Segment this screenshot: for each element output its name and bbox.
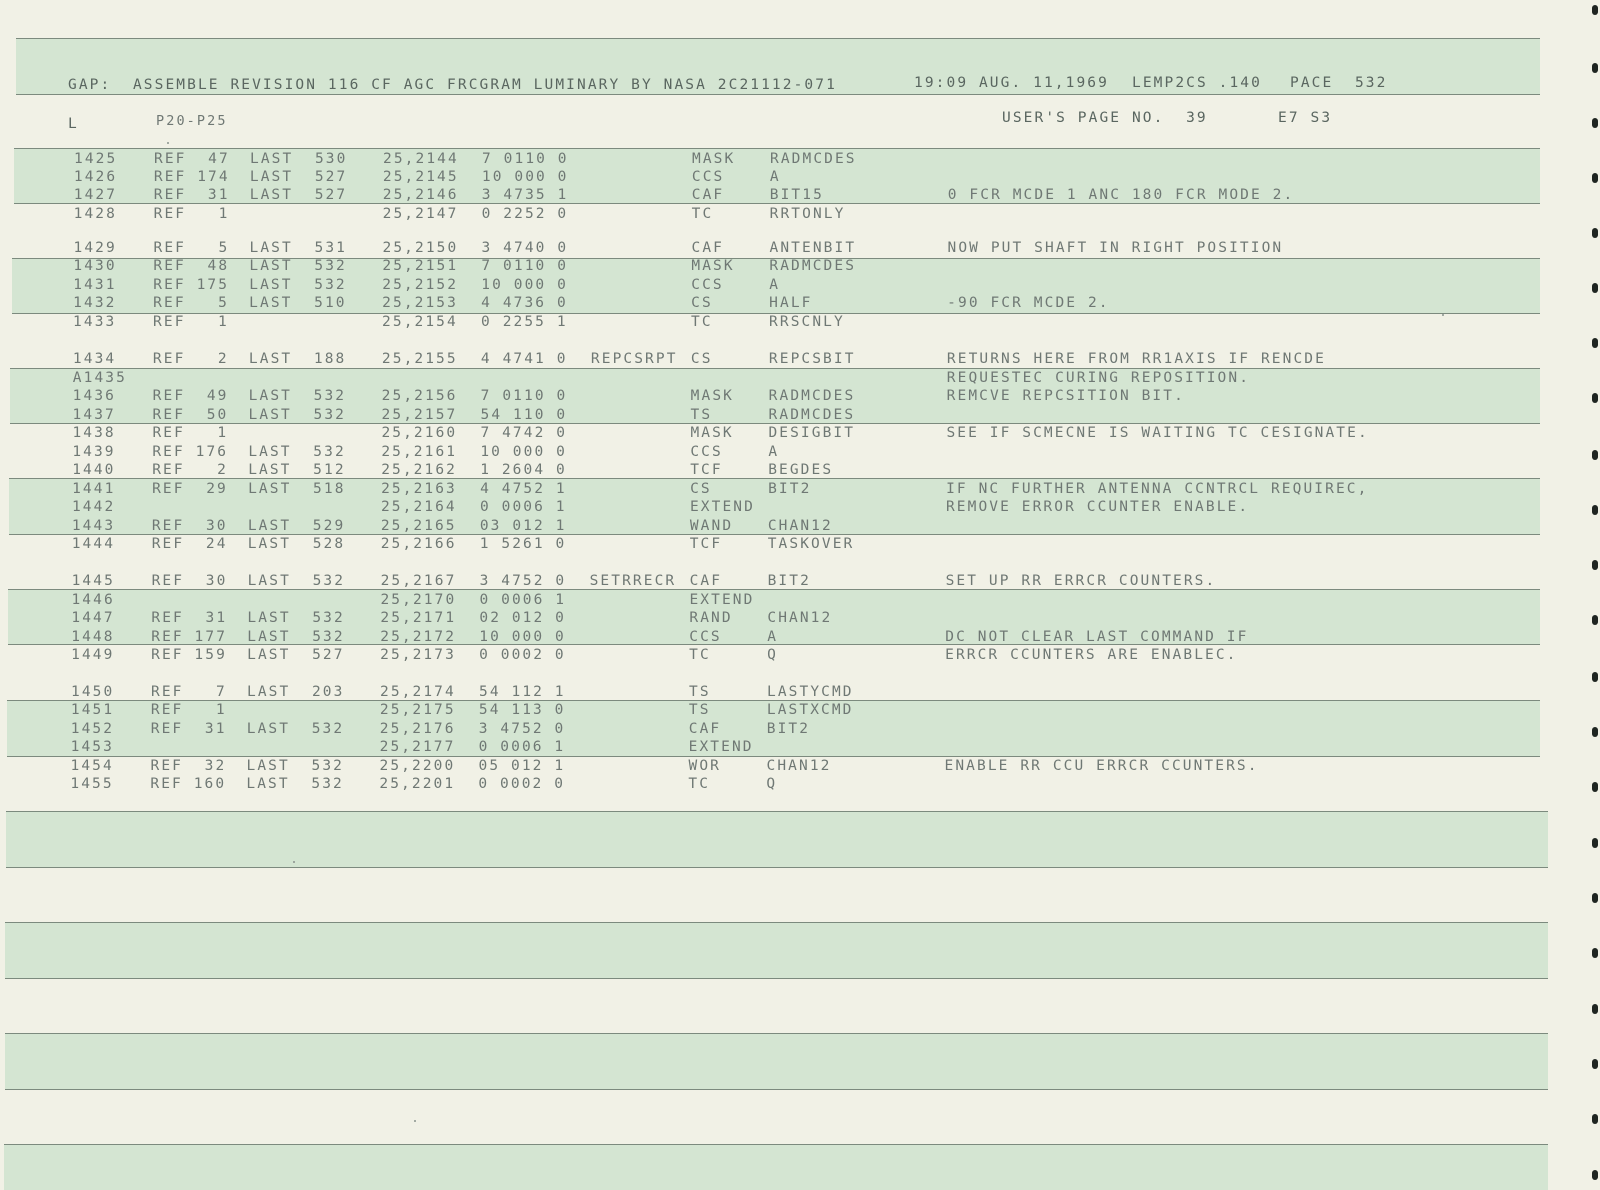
- address-field: 25,2153: [382, 295, 458, 311]
- opcode-field: CCS: [690, 444, 723, 460]
- ref-field: REF 1: [153, 206, 230, 222]
- address-field: 25,2170: [380, 592, 457, 608]
- line-number: 1428: [73, 206, 117, 222]
- operand-field: DESIGBIT: [768, 425, 856, 441]
- operand-field: BIT2: [766, 721, 811, 737]
- band-rule: [14, 148, 1540, 149]
- address-field: 25,2155: [381, 351, 458, 367]
- opcode-field: TS: [688, 702, 711, 718]
- operand-field: HALF: [769, 295, 813, 311]
- address-field: 25,2162: [381, 462, 457, 478]
- line-number: 1426: [73, 169, 118, 185]
- opcode-field: CAF: [691, 240, 725, 256]
- last-field: LAST 527: [249, 187, 348, 203]
- opcode-field: EXTEND: [689, 499, 755, 515]
- last-field: LAST 530: [250, 151, 348, 167]
- line-number: 1430: [73, 258, 117, 274]
- feed-hole: [1592, 118, 1598, 128]
- ref-field: REF 30: [151, 573, 228, 589]
- opcode-field: TCF: [690, 462, 723, 478]
- band-rule: [16, 38, 1540, 39]
- ref-field: REF 32: [150, 758, 227, 774]
- octal-field: 4 4736 0: [481, 295, 568, 311]
- operand-field: RADMCDES: [768, 407, 856, 423]
- opcode-field: TC: [688, 776, 711, 792]
- opcode-field: EXTEND: [689, 592, 755, 608]
- line-number: 1437: [72, 407, 116, 423]
- operand-field: LASTYCMD: [767, 684, 854, 700]
- address-field: 25,2150: [382, 240, 459, 256]
- ref-field: REF 30: [151, 518, 228, 534]
- last-field: LAST 532: [249, 258, 347, 274]
- address-field: 25,2172: [380, 629, 457, 645]
- opcode-field: CCS: [691, 169, 725, 185]
- feed-hole: [1592, 1170, 1598, 1180]
- feed-hole: [1592, 173, 1598, 183]
- feed-hole: [1592, 615, 1598, 625]
- address-field: 25,2146: [382, 187, 459, 203]
- address-field: 25,2173: [380, 647, 456, 663]
- green-band: [4, 1144, 1548, 1190]
- address-field: 25,2174: [380, 684, 456, 700]
- comment-field: 0 FCR MCDE 1 ANC 180 FCR MODE 2.: [947, 187, 1295, 203]
- octal-field: 0 0006 1: [478, 739, 566, 755]
- ref-field: REF 48: [153, 258, 230, 274]
- address-field: 25,2145: [382, 169, 459, 185]
- last-field: LAST 528: [247, 536, 346, 552]
- octal-field: 0 2255 1: [481, 314, 568, 330]
- opcode-field: TC: [691, 314, 713, 330]
- address-field: 25,2164: [380, 499, 457, 515]
- last-field: LAST 531: [249, 240, 347, 256]
- ref-field: REF 174: [153, 169, 230, 185]
- green-band: [6, 811, 1548, 867]
- header-job: LEMP2CS .140: [1132, 75, 1262, 91]
- opcode-field: CAF: [691, 187, 725, 203]
- ref-field: REF 175: [153, 277, 230, 293]
- feed-hole: [1592, 5, 1598, 15]
- line-number: 1449: [71, 647, 115, 663]
- feed-hole: [1592, 228, 1598, 238]
- octal-field: 03 012 1: [479, 518, 567, 534]
- band-rule: [10, 368, 1540, 369]
- octal-field: 0 0002 0: [478, 776, 566, 792]
- line-number: 1440: [72, 462, 116, 478]
- operand-field: RRSCNLY: [769, 314, 845, 330]
- comment-field: REMOVE ERROR CCUNTER ENABLE.: [945, 499, 1250, 515]
- line-number: 1446: [71, 592, 115, 608]
- comment-field: DC NOT CLEAR LAST COMMAND IF: [945, 629, 1249, 645]
- line-number: 1442: [71, 499, 116, 515]
- ref-field: REF 1: [150, 702, 227, 718]
- address-field: 25,2167: [380, 573, 457, 589]
- octal-field: 54 110 0: [480, 407, 568, 423]
- feed-hole: [1592, 672, 1598, 682]
- comment-field: NOW PUT SHAFT IN RIGHT POSITION: [947, 240, 1284, 256]
- ref-field: REF 177: [151, 629, 228, 645]
- last-field: LAST 532: [248, 407, 347, 423]
- comment-field: REMCVE REPCSITION BIT.: [946, 388, 1185, 404]
- opcode-field: MASK: [690, 388, 734, 404]
- address-field: 25,2157: [381, 407, 458, 423]
- line-number: 1445: [71, 573, 115, 589]
- line-number: 1434: [72, 351, 117, 367]
- octal-field: 3 4740 0: [481, 240, 569, 256]
- opcode-field: MASK: [690, 425, 734, 441]
- comment-field: REQUESTEC CURING REPOSITION.: [946, 370, 1251, 386]
- octal-field: 4 4741 0: [480, 351, 568, 367]
- tractor-feed-holes: [1586, 0, 1598, 1190]
- address-field: 25,2175: [379, 702, 456, 718]
- ref-field: REF 47: [154, 151, 230, 167]
- octal-field: 54 112 1: [479, 684, 566, 700]
- line-number: 1452: [70, 721, 115, 737]
- opcode-field: MASK: [692, 151, 736, 167]
- band-rule: [5, 1033, 1548, 1034]
- operand-field: BIT2: [768, 481, 812, 497]
- band-rule: [4, 1144, 1548, 1145]
- last-field: LAST 527: [249, 169, 348, 185]
- operand-field: Q: [767, 647, 778, 663]
- ref-field: REF 24: [151, 536, 228, 552]
- ref-field: REF 176: [152, 444, 229, 460]
- label-field: REPCSRPT: [590, 351, 678, 367]
- feed-hole: [1592, 838, 1598, 848]
- address-field: 25,2163: [381, 481, 457, 497]
- opcode-field: WAND: [689, 518, 734, 534]
- octal-field: 10 000 0: [481, 277, 568, 293]
- band-rule: [16, 94, 1540, 95]
- paper-speck: [414, 1120, 416, 1122]
- last-field: LAST 532: [246, 776, 344, 792]
- ref-field: REF 5: [153, 295, 229, 311]
- feed-hole: [1592, 505, 1598, 515]
- address-field: 25,2161: [381, 444, 458, 460]
- operand-field: Q: [766, 776, 778, 792]
- operand-field: CHAN12: [767, 518, 833, 534]
- page-code: E7 S3: [1278, 110, 1333, 126]
- address-field: 25,2166: [380, 536, 457, 552]
- octal-field: 7 0110 0: [480, 388, 568, 404]
- ref-field: REF 49: [152, 388, 229, 404]
- ref-field: REF 7: [151, 684, 227, 700]
- address-field: 25,2171: [380, 610, 457, 626]
- opcode-field: CS: [690, 351, 713, 367]
- band-rule: [5, 978, 1548, 979]
- address-field: 25,2177: [379, 739, 456, 755]
- ref-field: REF 160: [150, 776, 227, 792]
- last-field: LAST 532: [246, 758, 344, 774]
- opcode-field: CS: [691, 295, 713, 311]
- opcode-field: EXTEND: [688, 739, 754, 755]
- green-band: [5, 922, 1548, 978]
- line-number: 1436: [72, 388, 116, 404]
- last-field: LAST 532: [248, 444, 346, 460]
- line-number: 1439: [72, 444, 116, 460]
- line-number: 1448: [71, 629, 115, 645]
- band-rule: [6, 867, 1548, 868]
- comment-field: IF NC FURTHER ANTENNA CCNTRCL REQUIREC,: [946, 481, 1369, 497]
- band-rule: [5, 922, 1548, 923]
- label-field: SETRRECR: [589, 573, 677, 589]
- address-field: 25,2201: [379, 776, 456, 792]
- ref-field: REF 50: [152, 407, 229, 423]
- ref-field: REF 31: [150, 721, 227, 737]
- octal-field: 7 4742 0: [480, 425, 568, 441]
- paper-speck: [1442, 314, 1444, 316]
- header-page: PACE 532: [1290, 75, 1388, 91]
- last-field: LAST 510: [249, 295, 347, 311]
- paper-speck: [293, 861, 295, 863]
- last-field: LAST 532: [246, 721, 345, 737]
- feed-hole: [1592, 63, 1598, 73]
- octal-field: 05 012 1: [478, 758, 566, 774]
- octal-field: 1 5261 0: [479, 536, 567, 552]
- octal-field: 7 0110 0: [481, 258, 569, 274]
- feed-hole: [1592, 1059, 1598, 1069]
- last-field: LAST 203: [247, 684, 345, 700]
- comment-field: SET UP RR ERRCR COUNTERS.: [945, 573, 1217, 589]
- last-field: LAST 529: [247, 518, 346, 534]
- operand-field: RADMCDES: [768, 388, 856, 404]
- address-field: 25,2154: [382, 314, 458, 330]
- line-number: 1427: [73, 187, 118, 203]
- last-field: LAST 532: [247, 573, 346, 589]
- last-field: LAST 532: [247, 610, 345, 626]
- ref-field: REF 2: [152, 351, 229, 367]
- line-number: 1425: [74, 151, 118, 167]
- ref-field: REF 31: [151, 610, 228, 626]
- feed-hole: [1592, 893, 1598, 903]
- opcode-field: CAF: [688, 721, 722, 737]
- band-rule: [5, 1089, 1548, 1090]
- octal-field: 0 0006 1: [479, 499, 567, 515]
- line-number: 1443: [71, 518, 116, 534]
- ref-field: REF 1: [153, 314, 229, 330]
- opcode-field: TC: [691, 206, 714, 222]
- line-number: 1432: [73, 295, 117, 311]
- operand-field: RADMCDES: [770, 151, 857, 167]
- line-number: 1441: [72, 481, 116, 497]
- opcode-field: CCS: [689, 629, 722, 645]
- user-page-number: USER'S PAGE NO. 39: [1002, 110, 1208, 126]
- header-timestamp: 19:09 AUG. 11,1969: [914, 75, 1109, 91]
- operand-field: A: [769, 277, 781, 293]
- last-field: LAST 532: [248, 388, 347, 404]
- operand-field: A: [767, 629, 779, 645]
- octal-field: 10 000 0: [479, 629, 566, 645]
- octal-field: 3 4752 0: [478, 721, 566, 737]
- feed-hole: [1592, 1004, 1598, 1014]
- octal-field: 7 0110 0: [482, 151, 569, 167]
- feed-hole: [1592, 782, 1598, 792]
- paper-speck: [167, 142, 169, 144]
- ref-field: REF 1: [152, 425, 229, 441]
- opcode-field: MASK: [691, 258, 735, 274]
- line-number: 1453: [70, 739, 114, 755]
- octal-field: 54 113 0: [478, 702, 566, 718]
- ref-field: REF 31: [153, 187, 230, 203]
- comment-field: ERRCR CCUNTERS ARE ENABLEC.: [945, 647, 1238, 663]
- opcode-field: WOR: [688, 758, 722, 774]
- operand-field: ANTENBIT: [769, 240, 857, 256]
- address-field: 25,2156: [381, 388, 458, 404]
- operand-field: A: [769, 169, 781, 185]
- line-number: 1438: [72, 425, 116, 441]
- address-field: 25,2176: [379, 721, 456, 737]
- operand-field: TASKOVER: [767, 536, 855, 552]
- feed-hole: [1592, 393, 1598, 403]
- opcode-field: CS: [690, 481, 712, 497]
- green-band: [5, 1033, 1548, 1089]
- last-field: LAST 527: [247, 647, 345, 663]
- feed-hole: [1592, 948, 1598, 958]
- octal-field: 0 2252 0: [481, 206, 569, 222]
- band-rule: [6, 811, 1548, 812]
- line-number: 1431: [73, 277, 117, 293]
- line-number: 1447: [71, 610, 115, 626]
- line-number: 1433: [73, 314, 117, 330]
- octal-field: 4 4752 1: [480, 481, 567, 497]
- ref-field: REF 2: [152, 462, 228, 478]
- operand-field: REPCSBIT: [768, 351, 856, 367]
- operand-field: BIT2: [767, 573, 811, 589]
- operand-field: RADMCDES: [769, 258, 857, 274]
- operand-field: LASTXCMD: [766, 702, 854, 718]
- operand-field: CHAN12: [767, 610, 833, 626]
- operand-field: BIT15: [769, 187, 824, 203]
- opcode-field: TS: [689, 684, 711, 700]
- octal-field: 0 0002 0: [479, 647, 566, 663]
- address-field: 25,2160: [381, 425, 458, 441]
- line-number: 1444: [71, 536, 116, 552]
- ref-field: REF 159: [151, 647, 227, 663]
- feed-hole: [1592, 727, 1598, 737]
- address-field: 25,2144: [383, 151, 459, 167]
- feed-hole: [1592, 283, 1598, 293]
- octal-field: 3 4735 1: [481, 187, 569, 203]
- feed-hole: [1592, 450, 1598, 460]
- opcode-field: CCS: [691, 277, 724, 293]
- feed-hole: [1592, 338, 1598, 348]
- last-field: LAST 188: [248, 351, 347, 367]
- opcode-field: TCF: [689, 536, 723, 552]
- line-number: 1451: [70, 702, 115, 718]
- comment-field: RETURNS HERE FROM RR1AXIS IF RENCDE: [946, 351, 1326, 367]
- octal-field: 10 000 0: [480, 444, 567, 460]
- feed-hole: [1592, 1114, 1598, 1124]
- operand-field: A: [768, 444, 780, 460]
- octal-field: 3 4752 0: [479, 573, 567, 589]
- address-field: 25,2147: [382, 206, 459, 222]
- last-field: LAST 512: [248, 462, 346, 478]
- comment-field: ENABLE RR CCU ERRCR CCUNTERS.: [944, 758, 1259, 774]
- address-field: 25,2200: [379, 758, 456, 774]
- comment-field: SEE IF SCMECNE IS WAITING TC CESIGNATE.: [946, 425, 1369, 441]
- line-number: 1454: [70, 758, 114, 774]
- line-number: 1455: [70, 776, 114, 792]
- line-number: 1450: [71, 684, 115, 700]
- octal-field: 02 012 0: [479, 610, 566, 626]
- operand-field: CHAN12: [766, 758, 832, 774]
- address-field: 25,2152: [382, 277, 459, 293]
- operand-field: BEGDES: [768, 462, 834, 478]
- address-field: 25,2151: [382, 258, 459, 274]
- octal-field: 1 2604 0: [480, 462, 567, 478]
- line-number: A1435: [72, 370, 127, 386]
- octal-field: 10 000 0: [481, 169, 569, 185]
- octal-field: 0 0006 1: [479, 592, 567, 608]
- subheader-left: L: [68, 116, 79, 132]
- comment-field: -90 FCR MCDE 2.: [947, 295, 1110, 311]
- opcode-field: CAF: [689, 573, 723, 589]
- last-field: LAST 532: [249, 277, 347, 293]
- last-field: LAST 518: [248, 481, 346, 497]
- section-label: P20-P25: [156, 113, 228, 129]
- address-field: 25,2165: [380, 518, 457, 534]
- opcode-field: RAND: [689, 610, 733, 626]
- header-title: GAP: ASSEMBLE REVISION 116 CF AGC FRCGRAM LUMINARY BY NASA 2C21112-071: [68, 77, 837, 93]
- ref-field: REF 29: [152, 481, 228, 497]
- opcode-field: TC: [689, 647, 711, 663]
- line-number: 1429: [73, 240, 117, 256]
- feed-hole: [1592, 560, 1598, 570]
- operand-field: RRTONLY: [769, 206, 846, 222]
- opcode-field: TS: [690, 407, 713, 423]
- last-field: LAST 532: [247, 629, 345, 645]
- ref-field: REF 5: [153, 240, 230, 256]
